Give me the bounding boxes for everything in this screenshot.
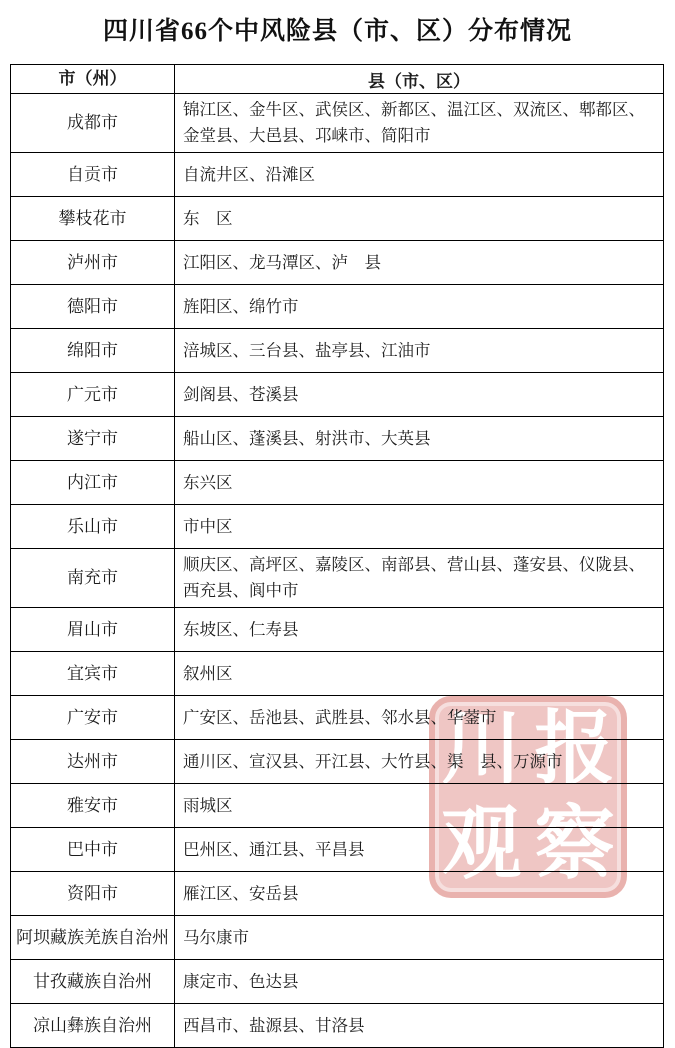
counties-cell: 自流井区、沿滩区 (175, 153, 664, 197)
counties-cell: 市中区 (175, 505, 664, 549)
counties-cell: 马尔康市 (175, 916, 664, 960)
table-row (11, 94, 664, 153)
header-counties: 县（市、区） (175, 65, 664, 94)
table-row (11, 153, 664, 197)
header-prefecture: 市（州） (11, 65, 175, 94)
watermark-char: 观 (441, 800, 522, 889)
watermark-char: 报 (534, 705, 615, 794)
prefecture-cell: 雅安市 (11, 784, 175, 828)
watermark-char: 川 (441, 705, 522, 794)
table-row (11, 740, 664, 784)
prefecture-cell: 绵阳市 (11, 329, 175, 373)
counties-cell: 顺庆区、高坪区、嘉陵区、南部县、营山县、蓬安县、仪陇县、西充县、阆中市 (175, 549, 664, 608)
prefecture-cell: 甘孜藏族自治州 (11, 960, 175, 1004)
table-row (11, 872, 664, 916)
table-row (11, 505, 664, 549)
prefecture-cell: 南充市 (11, 549, 175, 608)
counties-cell: 东兴区 (175, 461, 664, 505)
prefecture-cell: 遂宁市 (11, 417, 175, 461)
prefecture-cell: 眉山市 (11, 608, 175, 652)
prefecture-cell: 成都市 (11, 94, 175, 153)
risk-distribution-table (10, 64, 664, 1048)
prefecture-cell: 攀枝花市 (11, 197, 175, 241)
table-row (11, 197, 664, 241)
counties-cell: 广安区、岳池县、武胜县、邻水县、华蓥市 (175, 696, 664, 740)
counties-cell: 通川区、宣汉县、开江县、大竹县、渠 县、万源市 (175, 740, 664, 784)
table-header (11, 65, 664, 94)
table-row (11, 652, 664, 696)
counties-cell: 东 区 (175, 197, 664, 241)
counties-cell: 巴州区、通江县、平昌县 (175, 828, 664, 872)
counties-cell: 雁江区、安岳县 (175, 872, 664, 916)
counties-cell: 旌阳区、绵竹市 (175, 285, 664, 329)
table-row (11, 828, 664, 872)
watermark-char: 察 (534, 800, 615, 889)
table-row (11, 784, 664, 828)
table-row (11, 696, 664, 740)
prefecture-cell: 达州市 (11, 740, 175, 784)
prefecture-cell: 德阳市 (11, 285, 175, 329)
counties-cell: 江阳区、龙马潭区、泸 县 (175, 241, 664, 285)
table-body (11, 94, 664, 1048)
prefecture-cell: 阿坝藏族羌族自治州 (11, 916, 175, 960)
prefecture-cell: 内江市 (11, 461, 175, 505)
counties-cell: 涪城区、三台县、盐亭县、江油市 (175, 329, 664, 373)
prefecture-cell: 凉山彝族自治州 (11, 1004, 175, 1048)
prefecture-cell: 巴中市 (11, 828, 175, 872)
prefecture-cell: 资阳市 (11, 872, 175, 916)
table-row (11, 916, 664, 960)
counties-cell: 剑阁县、苍溪县 (175, 373, 664, 417)
table-row (11, 549, 664, 608)
counties-cell: 船山区、蓬溪县、射洪市、大英县 (175, 417, 664, 461)
counties-cell: 康定市、色达县 (175, 960, 664, 1004)
table-header-row (11, 65, 664, 94)
prefecture-cell: 泸州市 (11, 241, 175, 285)
table-row (11, 960, 664, 1004)
counties-cell: 东坡区、仁寿县 (175, 608, 664, 652)
table-row (11, 329, 664, 373)
table-row (11, 1004, 664, 1048)
table-row (11, 373, 664, 417)
counties-cell: 雨城区 (175, 784, 664, 828)
prefecture-cell: 自贡市 (11, 153, 175, 197)
counties-cell: 锦江区、金牛区、武侯区、新都区、温江区、双流区、郫都区、金堂县、大邑县、邛崃市、简阳市 (175, 94, 664, 153)
prefecture-cell: 宜宾市 (11, 652, 175, 696)
prefecture-cell: 乐山市 (11, 505, 175, 549)
table-row (11, 285, 664, 329)
prefecture-cell: 广安市 (11, 696, 175, 740)
counties-cell: 西昌市、盐源县、甘洛县 (175, 1004, 664, 1048)
table-row (11, 608, 664, 652)
page-title: 四川省66个中风险县（市、区）分布情况 (102, 18, 572, 45)
table-row (11, 241, 664, 285)
table-row (11, 461, 664, 505)
prefecture-cell: 广元市 (11, 373, 175, 417)
table-row (11, 417, 664, 461)
counties-cell: 叙州区 (175, 652, 664, 696)
